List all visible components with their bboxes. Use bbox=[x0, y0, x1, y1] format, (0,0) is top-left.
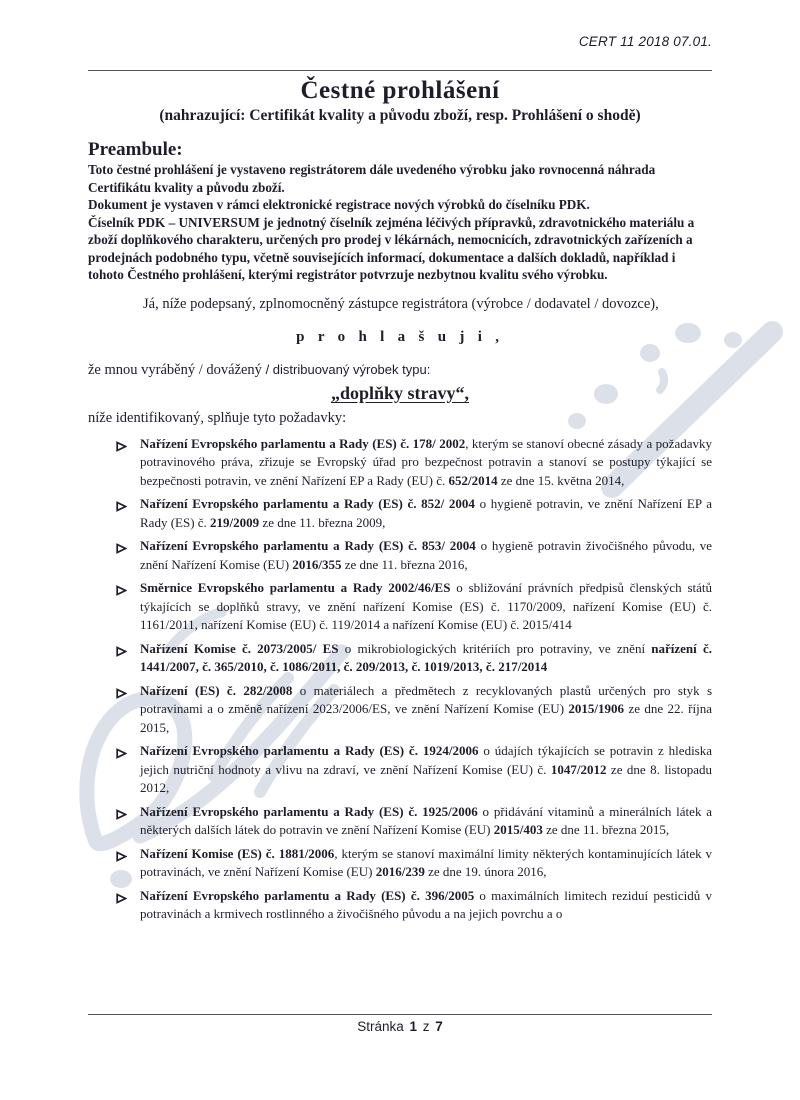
product-line-serif: že mnou vyráběný / dovážený bbox=[88, 361, 266, 378]
list-item-text: Nařízení Komise (ES) č. 1881/2006, kterým se stanoví maximální limity některých kontaminujících látek v potravinách, ve znění Nařízení Komise (EU) 2016/239 ze dne 19. února 2016, bbox=[140, 845, 712, 879]
preamble-paragraph: Dokument je vystaven v rámci elektronické registrace nových výrobků do číselníku PDK. bbox=[88, 197, 590, 212]
list-item-text: Nařízení (ES) č. 282/2008 o materiálech a předmětech z recyklovaných plastů určených pro styk s potravinami a o změně nařízení 2023/2006/ES, ve znění Nařízení Komise (EU) 2015/1906 ze dne 22. října 2015, bbox=[140, 682, 712, 735]
arrowhead-right-icon bbox=[116, 686, 127, 697]
arrowhead-right-icon bbox=[116, 644, 127, 655]
list-item bbox=[88, 682, 712, 738]
list-item-text: Směrnice Evropského parlamentu a Rady 2002/46/ES o sbližování právních předpisů členských států týkajících se doplňků stravy, ve znění nařízení Komise (ES) č. 1170/2009, nařízení Komise (EU) č. 1161/2011, nařízení Komise (EU) č. 119/2014 a nařízení Komise (EU) č. 2015/414 bbox=[140, 580, 712, 632]
list-item-text: Nařízení Evropského parlamentu a Rady (ES) č. 853/ 2004 o hygieně potravin živočišného původu, ve znění Nařízení Komise (EU) 2016/355 ze dne 11. března 2016, bbox=[140, 538, 712, 572]
list-item bbox=[88, 803, 712, 840]
list-item bbox=[88, 845, 712, 882]
product-line bbox=[88, 362, 712, 379]
arrowhead-right-icon bbox=[116, 746, 127, 757]
page-number-total: 7 bbox=[435, 1019, 443, 1034]
list-item-text: Nařízení Evropského parlamentu a Rady (ES) č. 178/ 2002, kterým se stanoví obecné zásady a požadavky potravinového práva, zřizuje se Evropský úřad pro bezpečnost potravin a stanoví se postupy týkající se bezpečnosti potravin, ve znění Nařízení EP a Rady (EU) č. 652/2014 ze dne 15. května 2014, bbox=[140, 435, 712, 488]
document-title: Čestné prohlášení bbox=[300, 77, 500, 104]
arrowhead-right-icon bbox=[116, 583, 127, 594]
product-type: „doplňky stravy“, bbox=[330, 382, 470, 403]
arrowhead-right-icon bbox=[116, 891, 127, 902]
page-number-current: 1 bbox=[409, 1019, 417, 1034]
arrowhead-right-icon bbox=[116, 849, 127, 860]
list-item bbox=[88, 640, 712, 677]
list-item bbox=[88, 537, 712, 574]
arrowhead-right-icon bbox=[116, 499, 127, 510]
list-item-text: Nařízení Evropského parlamentu a Rady (ES) č. 1924/2006 o údajích týkajících se potravin z hlediska jejich nutriční hodnoty a vlivu na zdraví, ve znění Nařízení Komise (EU) č. 1047/2012 ze dne 8. listopadu 2012, bbox=[140, 743, 713, 795]
requirements-list bbox=[88, 435, 712, 924]
list-item bbox=[88, 742, 712, 798]
preamble-heading: Preambule: bbox=[88, 139, 183, 160]
product-line-sans: / distribuovaný výrobek typu: bbox=[265, 361, 431, 377]
preamble-paragraph: Číselník PDK – UNIVERSUM je jednotný číselník zejména léčivých přípravků, zdravotnického materiálu a zboží doplňkového charakteru, určených pro prodej v lékárnách, nemocnicích, zdravotnických zařízeních a prodejnách podobného typu, včetně souvisejících informací, dokumentace a dalších dokladů, například i tohoto Čestného prohlášení, kterými registrátor potvrzuje nezbytnou kvalitu svého výrobku. bbox=[88, 214, 695, 282]
list-item-text: Nařízení Komise č. 2073/2005/ ES o mikrobiologických kritériích pro potraviny, ve znění nařízení č. 1441/2007, č. 365/2010, č. 1086/2011, č. 209/2013, č. 1019/2013, č. 217/2014 bbox=[140, 640, 713, 674]
document-subtitle: (nahrazující: Certifikát kvality a původu zboží, resp. Prohlášení o shodě) bbox=[159, 107, 641, 124]
list-item bbox=[88, 495, 712, 532]
list-item bbox=[88, 435, 712, 491]
list-item-text: Nařízení Evropského parlamentu a Rady (ES) č. 396/2005 o maximálních limitech reziduí pesticidů v potravinách a krmivech rostlinného a živočišného původu a na jejich povrchu a o bbox=[140, 887, 712, 921]
list-item bbox=[88, 579, 712, 635]
page-footer bbox=[88, 1014, 712, 1034]
document-code: CERT 11 2018 07.01. bbox=[578, 34, 712, 49]
page-number-label: Stránka bbox=[357, 1019, 404, 1034]
declare-word: p r o h l a š u j i , bbox=[296, 328, 504, 345]
page-number-of: z bbox=[422, 1019, 430, 1034]
list-item-text: Nařízení Evropského parlamentu a Rady (ES) č. 1925/2006 o přidávání vitaminů a minerálních látek a některých dalších látek do potravin ve znění Nařízení Komise (EU) 2015/403 ze dne 11. března 2015, bbox=[140, 803, 713, 837]
arrowhead-right-icon bbox=[116, 439, 127, 450]
signer-line: Já, níže podepsaný, zplnomocněný zástupce registrátora (výrobce / dodavatel / dovozce), bbox=[143, 295, 659, 312]
arrowhead-right-icon bbox=[116, 807, 127, 818]
header-divider bbox=[88, 70, 712, 71]
arrowhead-right-icon bbox=[116, 541, 127, 552]
list-item-text: Nařízení Evropského parlamentu a Rady (ES) č. 852/ 2004 o hygieně potravin, ve znění Nařízení EP a Rady (ES) č. 219/2009 ze dne 11. března 2009, bbox=[140, 496, 713, 530]
preamble-paragraph: Toto čestné prohlášení je vystaveno registrátorem dále uvedeného výrobku jako rovnocenná náhrada Certifikátu kvality a původu zboží. bbox=[88, 162, 656, 195]
page-number bbox=[88, 1019, 712, 1034]
requirements-intro: níže identifikovaný, splňuje tyto požadavky: bbox=[88, 409, 347, 426]
footer-divider bbox=[88, 1014, 712, 1015]
list-item bbox=[88, 887, 712, 924]
